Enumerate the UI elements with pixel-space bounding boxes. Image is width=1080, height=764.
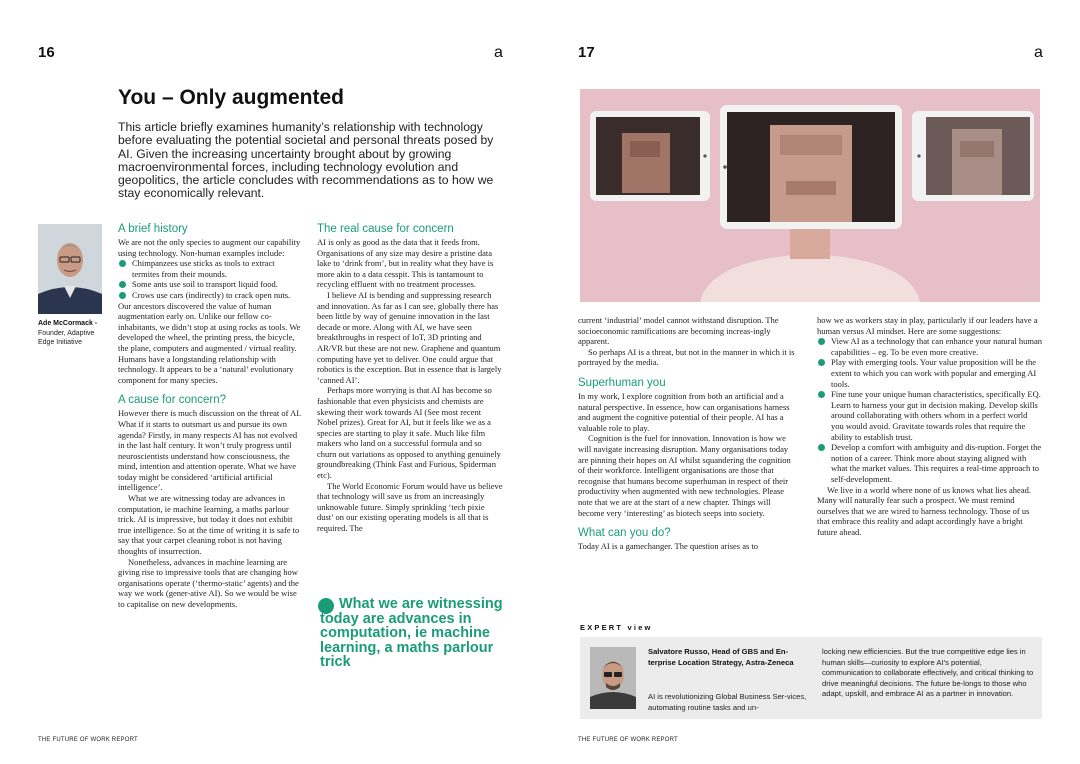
expert-view-label: EXPERT view xyxy=(580,623,653,632)
paragraph: Nonetheless, advances in machine learning are giving rise to impressive tools that are changing how organisations operate (‘thermo-static’ agents) and the way we work (gener-ative AI). So we would be wise to capitalise on new developments. xyxy=(118,556,299,609)
paragraph: current ‘industrial’ model cannot withstand disruption. The socioeconomic ramifications are becoming increas-ingly apparent. xyxy=(578,315,779,347)
right-column-1 xyxy=(578,315,797,552)
section-heading: A cause for concern? xyxy=(118,394,227,407)
expert-name: Salvatore Russo, Head of GBS and En-terprise Location Strategy, Astra-Zeneca xyxy=(648,647,794,667)
author-name: Ade McCormack - xyxy=(38,320,98,327)
page-footer: THE FUTURE OF WORK REPORT xyxy=(578,737,678,743)
article-intro: This article briefly examines humanity’s relationship with technology before evaluating the potential societal and personal threats posed by AI. Given the increasing uncertainty brought about by growing macroenvironmental forces, including technology evolution and geopolitics, the article concludes with recommendations as to how we stay economically relevant. xyxy=(118,120,494,201)
paragraph: We are not the only species to augment our capability using technology. Non-human examples include: xyxy=(118,237,301,258)
bullet-list xyxy=(817,336,1042,484)
section-heading: The real cause for concern xyxy=(317,223,454,235)
section-heading: What can you do? xyxy=(578,527,671,540)
expert-quote-part1: AI is revolutionizing Global Business Ser-vices, automating routine tasks and un- xyxy=(648,692,807,712)
expert-view-box xyxy=(580,637,1042,719)
expert-photo-icon xyxy=(590,647,636,709)
list-item: Some ants use soil to transport liquid food. xyxy=(118,279,302,290)
article-title: You – Only augmented xyxy=(118,86,344,109)
expert-quote-part2: locking new efficiencies. But the true competitive edge lies in human skills—curiosity to explore AI’s potential, communication to collaborate effectively, and critical thinking to drive meaningful decisions. The future be-longs to those who adapt, upskill, and embrace AI as a partner in innovation. xyxy=(822,647,1034,698)
author-photo-icon xyxy=(38,224,102,314)
paragraph: AI is only as good as the data that it feeds from. Organisations of any size may desire a pristine data lake to ‘drink from’, but in reality what they have is more akin to a data cesspit. This is tantamount to recycling effluent with no treatment processes. xyxy=(317,237,494,290)
author-role: Founder, Adaptive Edge Initiative xyxy=(38,330,95,346)
section-heading: Superhuman you xyxy=(578,376,666,389)
expert-portrait xyxy=(590,647,636,709)
list-item: Develop a comfort with ambiguity and dis-ruption. Forget the notion of a career. Think more about staying aligned with what the market values. This requires a real-time approach to self-development. xyxy=(817,442,1042,484)
paragraph: Cognition is the fuel for innovation. Innovation is how we will navigate increasing disruption. Many organisations today are pinning their hopes on AI whilst squandering the cognition of their workforce. Intelligent organisations are those that recognise that humans become superhuman in respect of their productivity when augmented with new technologies. Please note that we are at the start of a new chapter. Things will become very ‘interesting’ as biotech seeps into society. xyxy=(578,433,791,518)
list-item: Chimpanzees use sticks as tools to extract termites from their mounds. xyxy=(118,258,302,279)
paragraph: In my work, I explore cognition from both an artificial and a natural perspective. In essence, how can organisations harness and augment the cognitive potential of their people. AI has a valuable role to play. xyxy=(578,390,790,433)
paragraph: We live in a world where none of us knows what lies ahead. Many will naturally fear such a prospect. We must remind ourselves that we are wired to harness technology. Those of us that embrace this reality and adapt accordingly have a bright future ahead. xyxy=(817,484,1031,537)
paragraph: Perhaps more worrying is that AI has become so fashionable that even physicists and chemists are skewing their work towards AI (See most recent Nobel prizes). Great for AI, but it feels like we as a species are starting to play it safe. Much like film makers who land on a successful formula and so churn out variations as opposed to anything genuinely groundbreaking (Think Fast and Furious, Spiderman etc). xyxy=(317,385,501,481)
paragraph: Our ancestors discovered the value of human augmentation early on. Unlike our fellow co-inhabitants, we didn’t stop at using rocks as tools. We developed the wheel, the printing press, the bicycle, the plane, computers and augmented / virtual reality. Humans have a longstanding relationship with technology. It appears to be a ‘natural’ evolutionary component for many species. xyxy=(118,300,301,385)
brand-logo: a xyxy=(494,44,503,61)
left-column-1 xyxy=(118,223,302,610)
pull-quote-text: What we are witnessing today are advances in computation, ie machine learning, a maths parlour trick xyxy=(320,596,503,670)
page-number: 16 xyxy=(38,44,55,61)
pull-quote xyxy=(320,597,505,670)
paragraph: Today AI is a gamechanger. The question arises as to xyxy=(578,541,759,552)
list-item: Fine tune your unique human characteristics, specifically EQ. Learn to harness your gut in decision making. Develop skills around collaborating with others whom in a perfect world you would avoid. Gravitate towards roles that require the ability to establish trust. xyxy=(817,389,1042,442)
paragraph: The World Economic Forum would have us believe that technology will save us from an increasingly unknowable future. Simply sprinkling ‘tech pixie dust’ on our existing operating models is all that is required. The xyxy=(317,480,503,534)
paragraph: However there is much discussion on the threat of AI. What if it starts to outsmart us and pursue its own agenda? Firstly, in many respects AI has not evolved in the last half century. It won’t truly progress until neuroscientists understand how consciousness, the mind, intention and attention operate. What we have today might be considered ‘artificial artificial intelligence’. xyxy=(118,408,302,493)
right-column-2 xyxy=(817,315,1042,537)
page-footer: THE FUTURE OF WORK REPORT xyxy=(38,737,138,743)
section-heading: A brief history xyxy=(118,223,188,235)
right-page xyxy=(540,0,1080,764)
page-number: 17 xyxy=(578,44,595,61)
tablets-faces-image-icon xyxy=(580,89,1040,302)
list-item: View AI as a technology that can enhance your natural human capabilities – eg. To be even more creative. xyxy=(817,336,1042,357)
hero-image xyxy=(580,89,1040,302)
left-column-2 xyxy=(317,223,503,534)
list-item: Crows use cars (indirectly) to crack open nuts. xyxy=(118,290,302,301)
paragraph: how we as workers stay in play, particularly if our leaders have a human versus AI mindset. Here are some suggestions: xyxy=(817,315,1038,336)
bullet-list xyxy=(118,258,302,300)
list-item: Play with emerging tools. Your value proposition will be the extent to which you can work with popular and emerging AI tools. xyxy=(817,357,1042,389)
paragraph: I believe AI is bending and suppressing research and innovation. As far as I can see, globally there has been little by way of genuine innovation in the last decade or more. Along with AI, we have seen breakthroughs in respect of IoT, 3D printing and AR/VR but these are not new. Graphene and quantum computing have yet to deliver. One could argue that robotics is the exception. But in essence that is largely ‘canned AI’. xyxy=(317,289,502,385)
author-portrait xyxy=(38,224,102,314)
brand-logo: a xyxy=(1034,44,1043,61)
paragraph: So perhaps AI is a threat, but not in the manner in which it is portrayed by the media. xyxy=(578,346,795,368)
paragraph: What we are witnessing today are advances in computation, ie machine learning, a maths parlour trick. AI is impressive, but today it does not exhibit true intelligence. So at the time of writing it is safe to say that your carpet cleaning robot is not having thoughts of insurrection. xyxy=(118,493,300,557)
